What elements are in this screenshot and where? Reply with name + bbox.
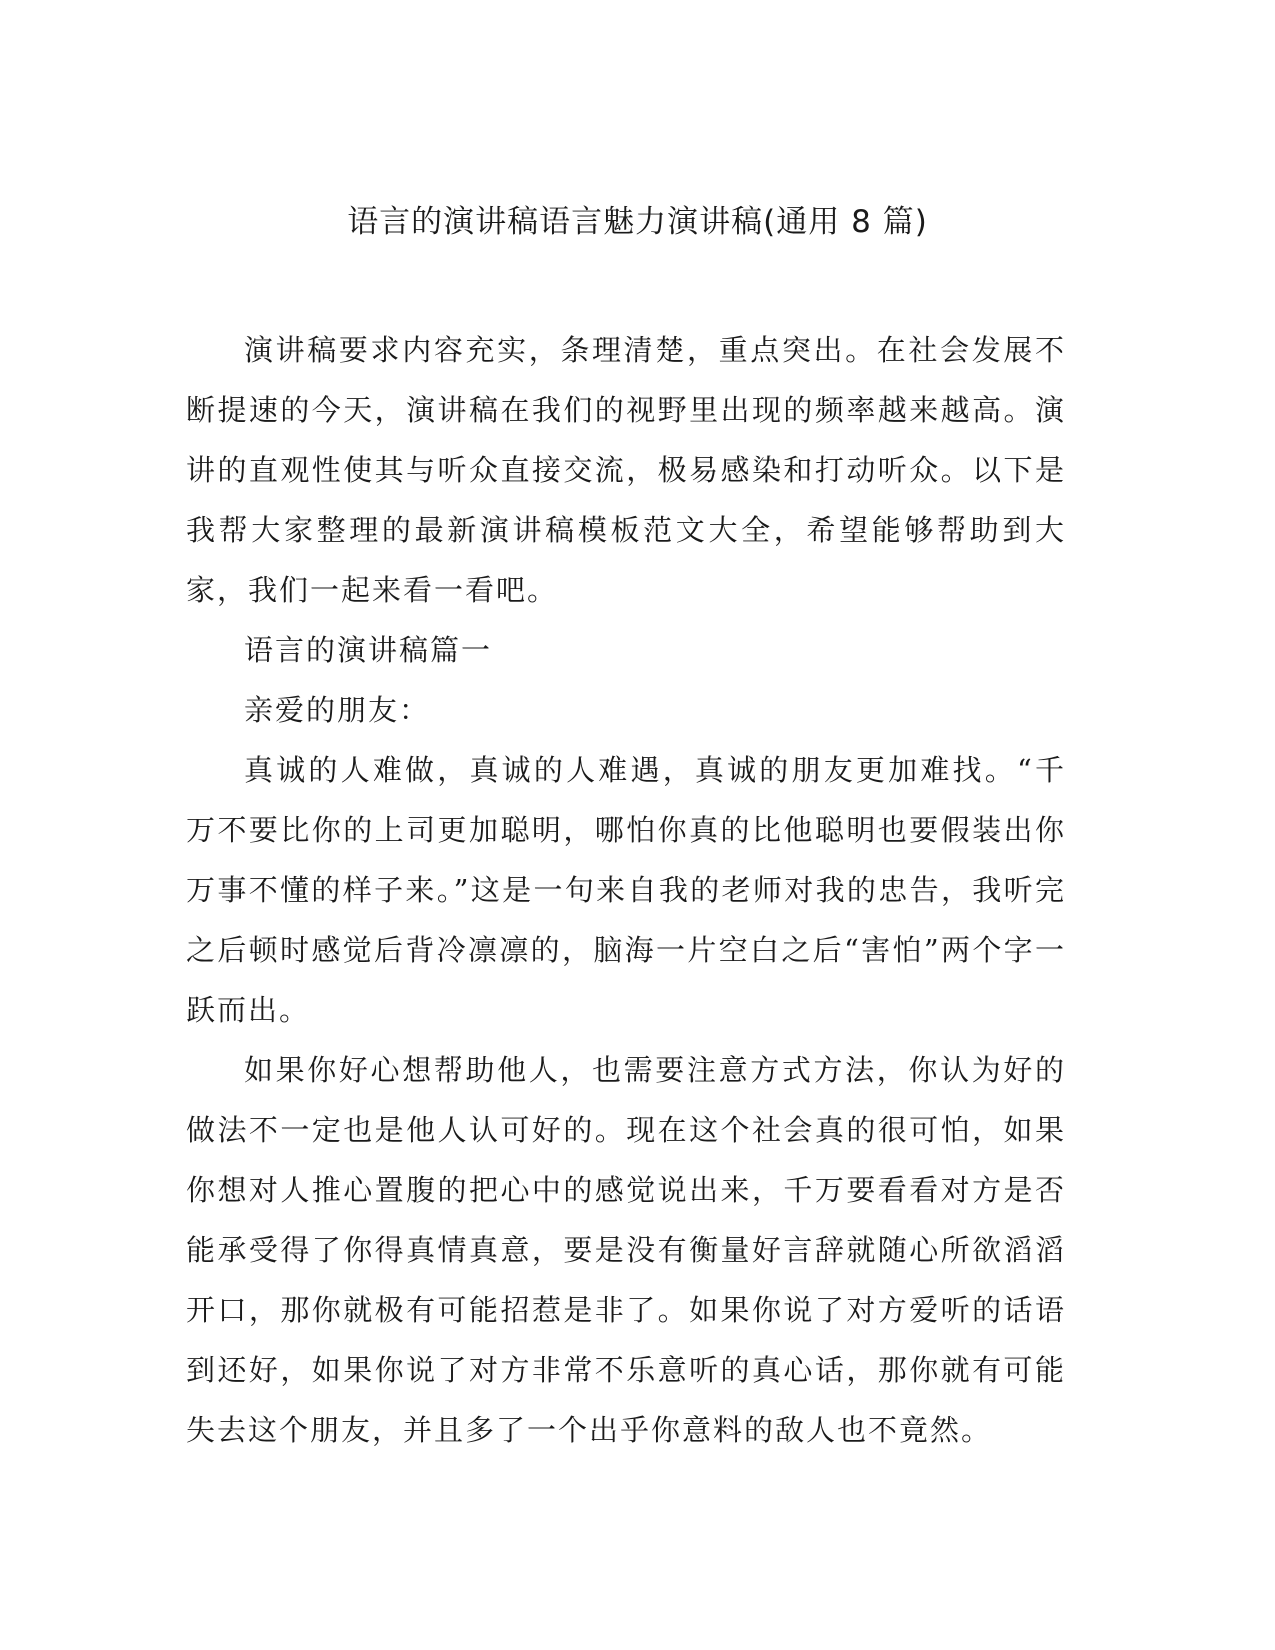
body-paragraph-2: 如果你好心想帮助他人，也需要注意方式方法，你认为好的做法不一定也是他人认可好的。现在这个社会真的很可怕，如果你想对人推心置腹的把心中的感觉说出来，千万要看看对方是否能承受得了你得真情真意，要是没有衡量好言辞就随心所欲滔滔开口，那你就极有可能招惹是非了。如果你说了对方爱听的话语到还好，如果你说了对方非常不乐意听的真心话，那你就有可能失去这个朋友，并且多了一个出乎你意料的敌人也不竟然。: [186, 1053, 1066, 1447]
body-paragraph-1: 真诚的人难做，真诚的人难遇，真诚的朋友更加难找。“千万不要比你的上司更加聪明，哪怕你真的比他聪明也要假装出你万事不懂的样子来。”这是一句来自我的老师对我的忠告，我听完之后顿时感觉后背冷凛凛的，脑海一片空白之后“害怕”两个字一跃而出。: [186, 753, 1066, 1027]
section-heading: 语言的演讲稿篇一: [244, 633, 493, 667]
document-body: [186, 320, 1066, 1460]
intro-paragraph: 演讲稿要求内容充实，条理清楚，重点突出。在社会发展不断提速的今天，演讲稿在我们的视野里出现的频率越来越高。演讲的直观性使其与听众直接交流，极易感染和打动听众。以下是我帮大家整理的最新演讲稿模板范文大全，希望能够帮助到大家，我们一起来看一看吧。: [186, 333, 1066, 607]
document-title: 语言的演讲稿语言魅力演讲稿(通用 8 篇): [347, 204, 928, 240]
salutation: 亲爱的朋友：: [244, 693, 431, 727]
